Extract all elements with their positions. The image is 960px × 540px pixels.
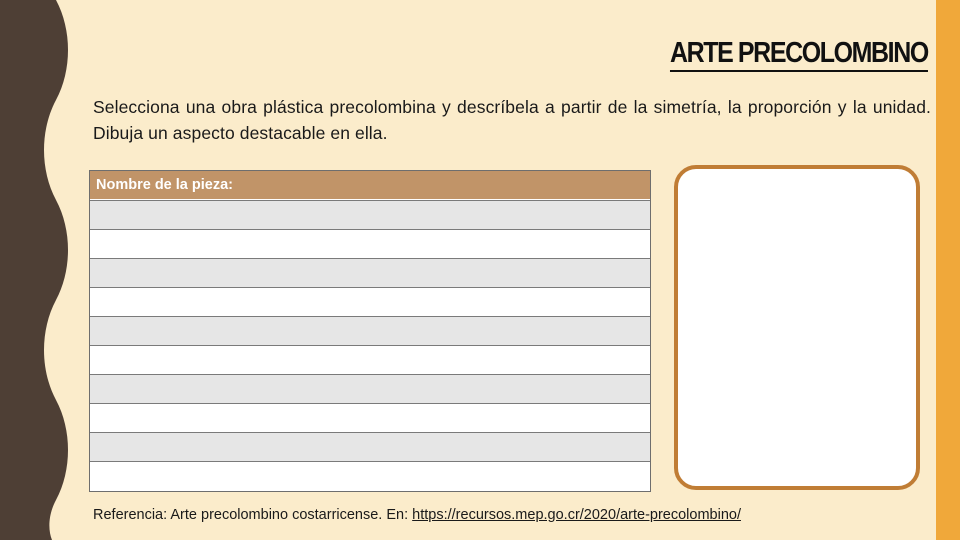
table-row[interactable]: [90, 258, 650, 287]
table-header: Nombre de la pieza:: [90, 171, 650, 200]
table-row[interactable]: [90, 461, 650, 490]
table-row[interactable]: [90, 287, 650, 316]
decorative-left-band: [0, 0, 90, 540]
slide-title: ARTE PRECOLOMBINO: [670, 38, 928, 72]
table-row[interactable]: [90, 432, 650, 461]
reference-link[interactable]: https://recursos.mep.go.cr/2020/arte-precolombino/: [412, 507, 741, 523]
reference-text: [93, 507, 741, 523]
decorative-right-bar: [936, 0, 960, 540]
table-row[interactable]: [90, 229, 650, 258]
instructions-text: Selecciona una obra plástica precolombina y descríbela a partir de la simetría, la proporción y la unidad. Dibuja un aspecto destacable en ella.: [93, 97, 931, 143]
table-row[interactable]: [90, 374, 650, 403]
table-row[interactable]: [90, 200, 650, 229]
table-row[interactable]: [90, 403, 650, 432]
reference-prefix: Referencia: Arte precolombino costarricense. En:: [93, 507, 413, 523]
drawing-box[interactable]: [674, 165, 920, 490]
description-table: [89, 170, 651, 492]
table-row[interactable]: [90, 345, 650, 374]
table-rows: [90, 200, 650, 490]
table-row[interactable]: [90, 316, 650, 345]
